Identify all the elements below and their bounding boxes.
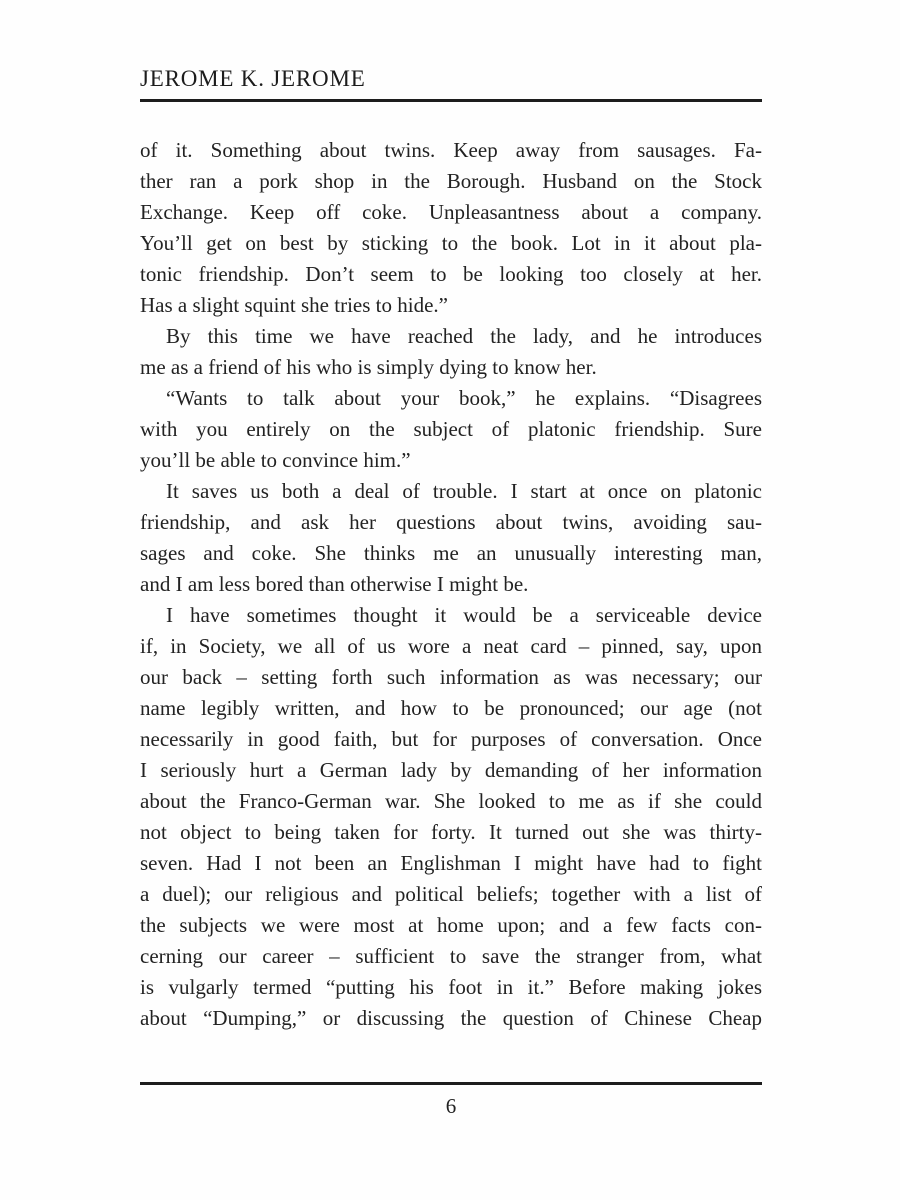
text-line: about the Franco-German war. She looked to me as if she could bbox=[140, 789, 762, 813]
text-line: “Wants to talk about your book,” he explains. “Disagrees bbox=[166, 386, 762, 410]
text-line: me as a friend of his who is simply dying to know her. bbox=[140, 355, 597, 379]
text-line: with you entirely on the subject of platonic friendship. Sure bbox=[140, 417, 762, 441]
text-line: sages and coke. She thinks me an unusually interesting man, bbox=[140, 541, 762, 565]
text-line: if, in Society, we all of us wore a neat card – pinned, say, upon bbox=[140, 634, 762, 658]
text-line: ther ran a pork shop in the Borough. Husband on the Stock bbox=[140, 169, 762, 193]
text-line: our back – setting forth such information as was necessary; our bbox=[140, 665, 762, 689]
text-line: cerning our career – sufficient to save the stranger from, what bbox=[140, 944, 762, 968]
text-line: Exchange. Keep off coke. Unpleasantness about a company. bbox=[140, 200, 762, 224]
text-line: You’ll get on best by sticking to the book. Lot in it about pla- bbox=[140, 231, 762, 255]
text-line: seven. Had I not been an Englishman I might have had to fight bbox=[140, 851, 762, 875]
running-header-title: JEROME K. JEROME bbox=[140, 66, 366, 91]
text-line: I seriously hurt a German lady by demanding of her information bbox=[140, 758, 762, 782]
paragraph bbox=[140, 600, 762, 1034]
text-line: necessarily in good faith, but for purposes of conversation. Once bbox=[140, 727, 762, 751]
footer-rule bbox=[140, 1082, 762, 1085]
header-rule bbox=[140, 99, 762, 102]
text-line: the subjects we were most at home upon; and a few facts con- bbox=[140, 913, 762, 937]
text-line: Has a slight squint she tries to hide.” bbox=[140, 293, 448, 317]
text-line: about “Dumping,” or discussing the question of Chinese Cheap bbox=[140, 1006, 762, 1030]
text-line: tonic friendship. Don’t seem to be looking too closely at her. bbox=[140, 262, 762, 286]
body-text bbox=[140, 135, 762, 1034]
text-line: of it. Something about twins. Keep away from sausages. Fa- bbox=[140, 138, 762, 162]
text-line: a duel); our religious and political beliefs; together with a list of bbox=[140, 882, 762, 906]
text-line: not object to being taken for forty. It turned out she was thirty- bbox=[140, 820, 762, 844]
text-line: name legibly written, and how to be pronounced; our age (not bbox=[140, 696, 762, 720]
text-line: I have sometimes thought it would be a serviceable device bbox=[166, 603, 762, 627]
page-number: 6 bbox=[445, 1094, 457, 1118]
text-line: It saves us both a deal of trouble. I start at once on platonic bbox=[166, 479, 762, 503]
text-line: you’ll be able to convince him.” bbox=[140, 448, 411, 472]
paragraph bbox=[140, 383, 762, 476]
paragraph bbox=[140, 476, 762, 600]
text-line: By this time we have reached the lady, and he introduces bbox=[166, 324, 762, 348]
text-line: is vulgarly termed “putting his foot in it.” Before making jokes bbox=[140, 975, 762, 999]
text-line: and I am less bored than otherwise I might be. bbox=[140, 572, 529, 596]
paragraph bbox=[140, 321, 762, 383]
text-line: friendship, and ask her questions about twins, avoiding sau- bbox=[140, 510, 762, 534]
paragraph bbox=[140, 135, 762, 321]
